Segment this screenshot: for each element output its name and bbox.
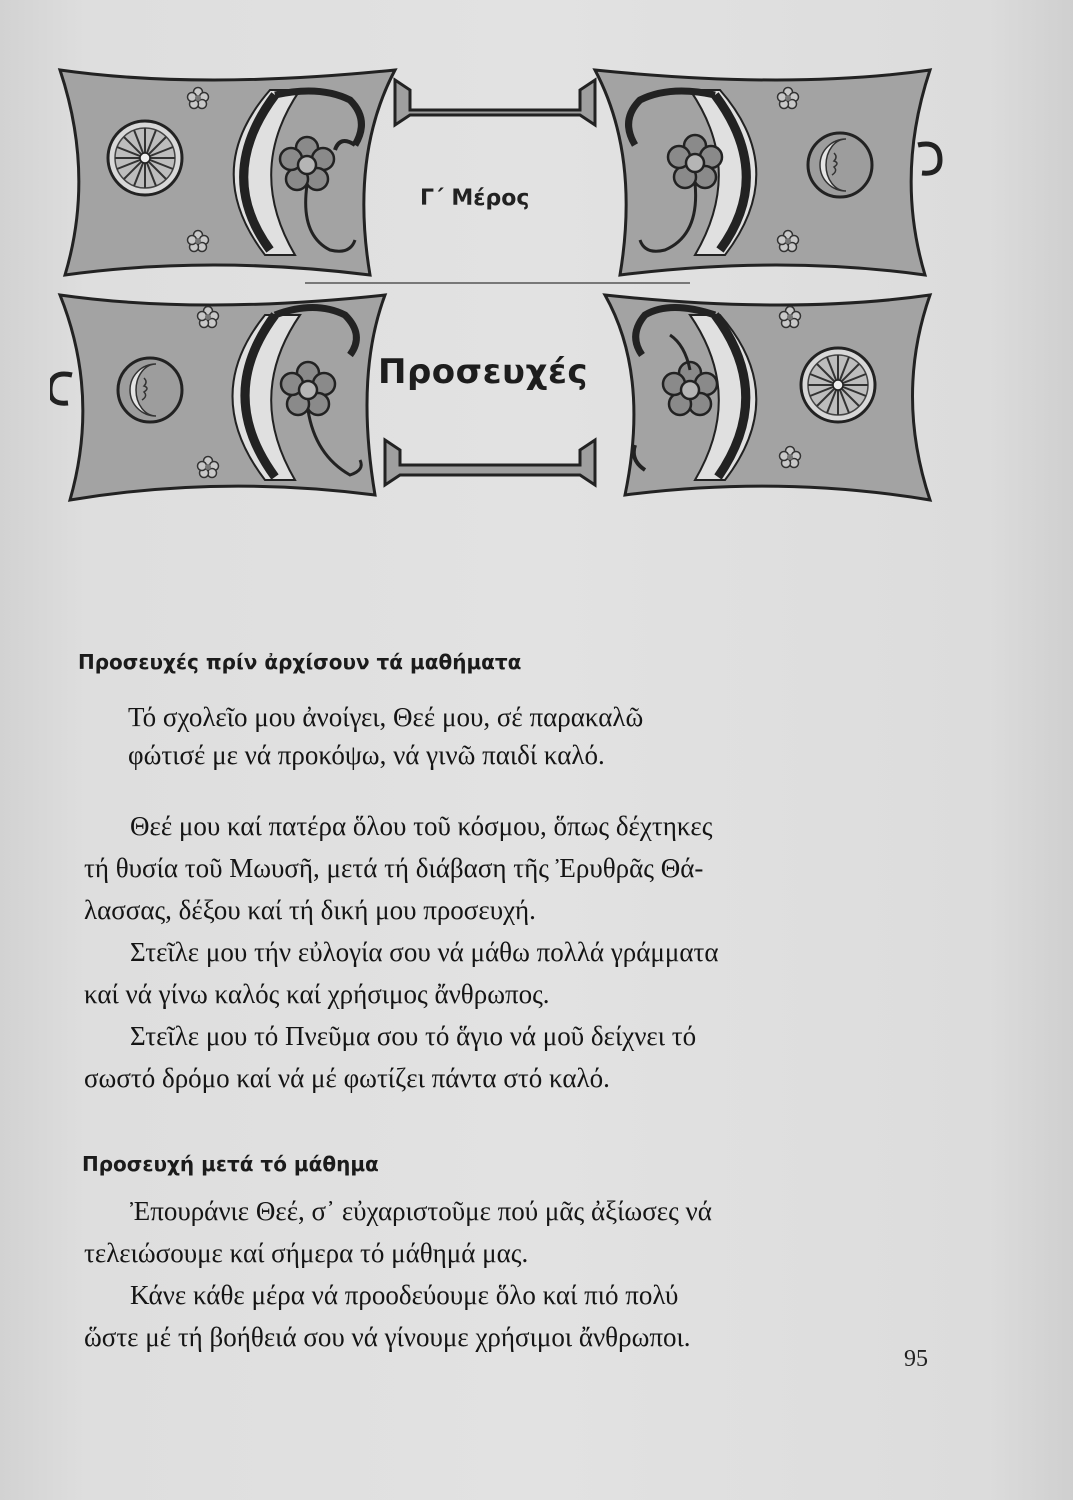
text-line: Τό σχολεῖο μου ἀνοίγει, Θεέ μου, σέ παρακαλῶ [128,702,644,732]
text-line: Στεῖλε μου τό Πνεῦμα σου τό ἅγιο νά μοῦ δείχνει τό [130,1021,697,1051]
text-line: ὥστε μέ τή βοήθειά σου νά γίνουμε χρήσιμοι ἄνθρωποι. [84,1322,691,1352]
page-title: Προσευχές [378,352,589,392]
top-left-panel [60,70,395,275]
text-line: καί νά γίνω καλός καί χρήσιμος ἄνθρωπος. [84,979,550,1009]
text-line: Ἐπουράνιε Θεέ, σ᾽ εὐχαριστοῦμε πού μᾶς ἀξίωσες νά [130,1196,712,1226]
bottom-left-panel [50,295,385,500]
section-2-prose [84,1190,712,1358]
text-line: φώτισέ με νά προκόψω, νά γινῶ παιδί καλό. [128,740,605,770]
text-line: Θεέ μου καί πατέρα ὅλου τοῦ κόσμου, ὅπως δέχτηκες [130,811,713,841]
text-line: τελειώσουμε καί σήμερα τό μάθημά μας. [84,1238,529,1268]
page-number: 95 [904,1346,928,1372]
text-line: λασσας, δέξου καί τή δική μου προσευχή. [84,895,536,925]
bottom-right-panel [605,295,930,500]
top-right-panel [595,70,940,275]
text-line: Κάνε κάθε μέρα νά προοδεύουμε ὅλο καί πιό πολύ [130,1280,679,1310]
text-line: τή θυσία τοῦ Μωυσῆ, μετά τή διάβαση τῆς Ἐρυθρᾶς Θά- [84,853,704,883]
part-label: Γ΄ Μέρος [420,186,530,211]
section-heading-2: Προσευχή μετά τό μάθημα [82,1152,379,1176]
text-line: σωστό δρόμο καί νά μέ φωτίζει πάντα στό καλό. [84,1063,610,1093]
section-1-prose [84,805,718,1099]
section-heading-1: Προσευχές πρίν ἀρχίσουν τά μαθήματα [78,650,522,674]
text-line: Στεῖλε μου τήν εὐλογία σου νά μάθω πολλά γράμματα [130,937,719,967]
section-1-verse [128,698,643,774]
decorative-banner [50,45,950,515]
